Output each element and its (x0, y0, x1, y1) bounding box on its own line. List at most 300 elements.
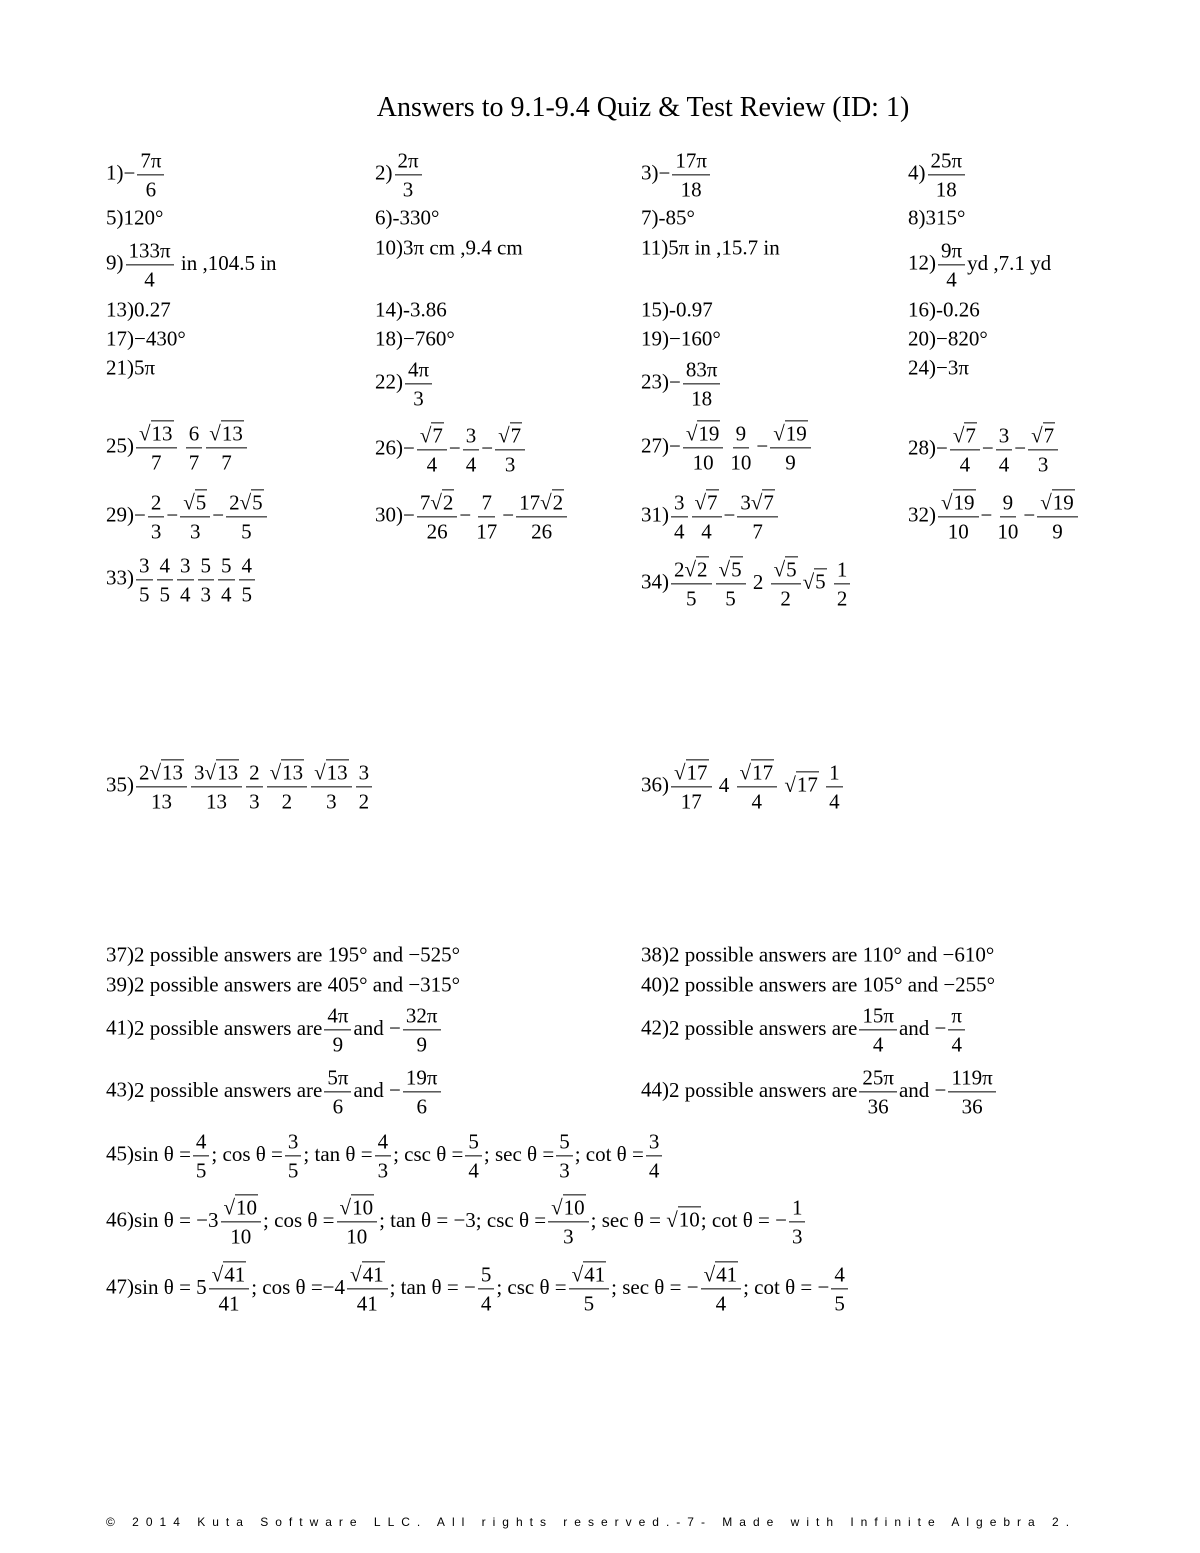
fraction (417, 423, 447, 476)
fraction-denominator: 4 (144, 267, 155, 292)
answer-text: −760° (403, 326, 455, 351)
answer-text: and − (898, 1077, 947, 1102)
fraction-denominator: 3 (326, 789, 337, 814)
fraction-numerator: 9π (938, 238, 965, 265)
answer-text: sin θ = 5 (134, 1274, 207, 1299)
fraction-numerator: 1 (834, 557, 851, 584)
fraction-numerator: 5 (465, 1129, 482, 1156)
fraction-denominator: 13 (206, 789, 228, 814)
fraction (186, 421, 203, 474)
answer-text: − (123, 160, 136, 185)
answer-text: ; cos θ =−4 (251, 1274, 346, 1299)
answer-number: 1) (106, 160, 124, 185)
fraction-numerator: 17π (672, 148, 710, 175)
answer-text: −3π (936, 355, 969, 380)
answer-text: 3π cm ,9.4 cm (403, 235, 523, 260)
fraction-numerator: √5 (180, 490, 210, 517)
fraction-denominator: 2 (281, 789, 293, 814)
fraction-numerator: 3 (177, 553, 194, 580)
answer-item (106, 1003, 443, 1056)
answer-item (641, 557, 852, 610)
fraction-denominator: 6 (332, 1094, 344, 1119)
fraction (395, 148, 422, 201)
answer-text: -330° (392, 205, 440, 230)
radicand: 5 (195, 490, 207, 515)
answer-item (641, 235, 780, 260)
fraction-numerator: 2√2 (671, 557, 712, 584)
radicand: 7 (432, 423, 443, 448)
answer-item (106, 1129, 664, 1182)
fraction (672, 148, 710, 201)
fraction (337, 1195, 378, 1248)
answer-item (641, 490, 780, 543)
fraction-numerator: √10 (548, 1195, 589, 1222)
fraction-denominator: 3 (402, 177, 414, 202)
answer-text: − (756, 433, 769, 458)
fraction-numerator: √13 (136, 421, 177, 448)
answer-text: ; cos θ = (211, 1141, 283, 1166)
fraction-denominator: 6 (145, 177, 157, 202)
fraction (701, 1262, 742, 1315)
fraction (789, 1195, 806, 1248)
answer-text: ; tan θ = −3; csc θ = (379, 1207, 547, 1232)
answer-item (641, 326, 721, 351)
radicand: 17 (686, 760, 708, 785)
answer-item (908, 297, 980, 322)
answer-number: 15) (641, 297, 669, 322)
fraction-numerator: 25π (859, 1065, 897, 1092)
fraction-numerator: 4 (193, 1129, 210, 1156)
fraction (859, 1065, 897, 1118)
fraction-denominator: 5 (834, 1291, 845, 1316)
fraction (948, 1003, 965, 1056)
radicand: 17 (796, 772, 818, 797)
answer-text: 5π in ,15.7 in (668, 235, 780, 260)
fraction-denominator: 7 (752, 519, 763, 544)
answer-number: 3) (641, 160, 659, 185)
fraction-denominator: 3 (377, 1158, 389, 1183)
fraction (403, 1065, 441, 1118)
radicand: 41 (362, 1262, 384, 1287)
fraction-denominator: 7 (221, 450, 232, 475)
fraction-denominator: 3 (791, 1224, 803, 1249)
answer-number: 30) (375, 502, 403, 527)
radicand: 41 (584, 1262, 606, 1287)
fraction (938, 238, 965, 291)
radicand: 13 (151, 421, 173, 446)
fraction-denominator: 5 (195, 1158, 207, 1183)
answer-text: 2 possible answers are 405° and −315° (134, 972, 461, 997)
answer-text: −160° (669, 326, 721, 351)
fraction (157, 553, 174, 606)
answer-text: -3.86 (403, 297, 447, 322)
fraction (375, 1129, 392, 1182)
fraction-numerator: 3 (136, 553, 153, 580)
answer-item (106, 148, 166, 201)
answer-text: 2 possible answers are 195° and −525° (134, 942, 461, 967)
answer-item (375, 205, 440, 230)
answer-text: − (448, 435, 461, 460)
fraction-numerator: 6 (186, 421, 203, 448)
radicand: 7 (965, 423, 976, 448)
answer-text: ; csc θ = (496, 1274, 567, 1299)
fraction (831, 1262, 848, 1315)
fraction-denominator: 9 (332, 1032, 344, 1057)
answer-item (641, 148, 712, 201)
answer-number: 20) (908, 326, 936, 351)
fraction-numerator: 2√13 (136, 760, 187, 787)
answer-text: ; cos θ = (263, 1207, 335, 1232)
radicand: 2 (552, 490, 564, 515)
answer-item (375, 490, 569, 543)
fraction-denominator: 2 (780, 586, 791, 611)
radicand: 19 (698, 421, 720, 446)
fraction-numerator: √7 (495, 423, 525, 450)
answer-number: 47) (106, 1274, 134, 1299)
fraction-denominator: 18 (935, 177, 957, 202)
fraction (177, 553, 194, 606)
fraction-numerator: √17 (737, 760, 778, 787)
answer-number: 16) (908, 297, 936, 322)
fraction (548, 1195, 589, 1248)
answer-number: 36) (641, 772, 669, 797)
fraction (148, 490, 165, 543)
fraction-denominator: 17 (476, 519, 498, 544)
fraction-denominator: 5 (159, 582, 170, 607)
answer-number: 4) (908, 160, 926, 185)
fraction-numerator: 7 (478, 490, 495, 517)
fraction (948, 1065, 995, 1118)
answer-number: 38) (641, 942, 669, 967)
fraction-numerator: 19π (403, 1065, 441, 1092)
answer-item (106, 326, 186, 351)
fraction-denominator: 7 (151, 450, 162, 475)
fraction (226, 490, 267, 543)
fraction-denominator: 3 (413, 386, 424, 411)
fraction-denominator: 5 (241, 582, 252, 607)
fraction-numerator: √41 (701, 1262, 742, 1289)
answer-number: 27) (641, 433, 669, 458)
answer-text: and − (353, 1077, 401, 1102)
fraction (403, 1003, 441, 1056)
answer-number: 12) (908, 250, 936, 275)
fraction (193, 1129, 210, 1182)
answer-number: 7) (641, 205, 659, 230)
answer-number: 2) (375, 160, 393, 185)
answer-text: 0.27 (134, 297, 171, 322)
answer-number: 14) (375, 297, 403, 322)
radicand: 10 (563, 1195, 585, 1220)
page-title: Answers to 9.1-9.4 Quiz & Test Review (ID: 1) (376, 92, 910, 123)
answer-number: 18) (375, 326, 403, 351)
answer-number: 39) (106, 972, 134, 997)
answer-text: -0.97 (669, 297, 713, 322)
answer-item (908, 423, 1060, 476)
fraction-numerator: √5 (771, 557, 801, 584)
fraction-denominator: 10 (730, 450, 752, 475)
fraction (569, 1262, 610, 1315)
answer-number: 33) (106, 565, 134, 590)
radicand: 2 (442, 490, 454, 515)
fraction (646, 1129, 663, 1182)
fraction-denominator: 9 (416, 1032, 427, 1057)
answer-text: − (403, 502, 415, 527)
fraction-denominator: 4 (648, 1158, 660, 1183)
fraction (356, 760, 373, 813)
radicand: 10 (352, 1195, 374, 1220)
fraction-numerator: 119π (948, 1065, 995, 1092)
fraction-numerator: 25π (928, 148, 966, 175)
fraction-numerator: 133π (126, 238, 174, 265)
fraction-denominator: 5 (241, 519, 252, 544)
answer-item (375, 357, 434, 410)
fraction-numerator: 4 (375, 1129, 392, 1156)
fraction-numerator: √7 (950, 423, 980, 450)
fraction-numerator: 5π (324, 1065, 351, 1092)
answer-number: 37) (106, 942, 134, 967)
fraction-denominator: 4 (426, 452, 438, 477)
answer-item (106, 760, 374, 813)
radicand: 10 (236, 1195, 258, 1220)
fraction (859, 1003, 897, 1056)
fraction (311, 760, 352, 813)
fraction (417, 490, 458, 543)
fraction (478, 1262, 495, 1315)
fraction-denominator: 4 (998, 452, 1010, 477)
radicand: 5 (731, 557, 742, 582)
answer-item (641, 421, 813, 474)
answer-text: − (981, 435, 994, 460)
fraction-denominator: 5 (725, 586, 736, 611)
fraction (221, 1195, 262, 1248)
answer-text (179, 434, 184, 458)
fraction (727, 421, 754, 474)
fraction (218, 553, 235, 606)
fraction (996, 423, 1013, 476)
answer-text: 2 possible answers are (669, 1015, 858, 1040)
answer-number: 25) (106, 433, 134, 458)
answer-item (641, 357, 722, 410)
fraction-numerator: √7 (417, 423, 447, 450)
fraction (136, 421, 177, 474)
answer-number: 45) (106, 1141, 134, 1166)
answer-text: in ,104.5 in (175, 250, 277, 275)
radicand: 19 (785, 421, 807, 446)
fraction (198, 553, 215, 606)
fraction (771, 557, 801, 610)
fraction-numerator: 9 (1000, 490, 1017, 517)
answer-number: 17) (106, 326, 134, 351)
fraction-numerator: 15π (859, 1003, 897, 1030)
radicand: 19 (953, 490, 975, 515)
fraction-denominator: 41 (356, 1291, 378, 1316)
answer-number: 22) (375, 369, 403, 394)
fraction (826, 760, 843, 813)
fraction (671, 760, 712, 813)
fraction (136, 553, 153, 606)
answer-text: -85° (658, 205, 695, 230)
fraction-numerator: √17 (671, 760, 712, 787)
fraction-numerator: 2 (148, 490, 165, 517)
fraction-numerator: √10 (221, 1195, 262, 1222)
fraction-numerator: 3 (356, 760, 373, 787)
fraction-numerator: √19 (1037, 490, 1078, 517)
answer-text: 2 possible answers are (669, 1077, 858, 1102)
answer-text: 2 possible answers are (134, 1015, 323, 1040)
fraction (180, 490, 210, 543)
answer-item (641, 972, 996, 997)
fraction-numerator: √41 (209, 1262, 250, 1289)
fraction (246, 760, 263, 813)
answer-item (106, 942, 461, 967)
radicand: 10 (678, 1207, 700, 1232)
fraction-denominator: 10 (947, 519, 969, 544)
fraction-numerator: √7 (1028, 423, 1058, 450)
fraction-denominator: 4 (468, 1158, 479, 1183)
fraction (950, 423, 980, 476)
answer-item (375, 297, 447, 322)
fraction-numerator: 4 (831, 1262, 848, 1289)
answer-number: 11) (641, 235, 669, 260)
fraction (465, 1129, 482, 1182)
fraction (209, 1262, 250, 1315)
fraction-denominator: 4 (465, 452, 477, 477)
fraction (671, 490, 688, 543)
fraction-denominator: 4 (829, 789, 840, 814)
fraction-numerator: √19 (683, 421, 724, 448)
answer-text: − (658, 160, 671, 185)
answer-text: sin θ = −3 (134, 1207, 219, 1232)
fraction-numerator: 3 (285, 1129, 302, 1156)
answer-number: 5) (106, 205, 124, 230)
fraction-denominator: 5 (686, 586, 697, 611)
answer-number: 31) (641, 502, 669, 527)
fraction-denominator: 4 (715, 1291, 727, 1316)
fraction-denominator: 4 (872, 1032, 884, 1057)
answer-number: 26) (375, 435, 403, 460)
fraction-numerator: √7 (692, 490, 722, 517)
fraction (463, 423, 480, 476)
answer-number: 44) (641, 1077, 669, 1102)
fraction-numerator: 7√2 (417, 490, 458, 517)
answer-item (641, 1003, 967, 1056)
answer-text: and − (898, 1015, 947, 1040)
answer-text: −430° (134, 326, 186, 351)
fraction (683, 357, 721, 410)
fraction-numerator: √13 (206, 421, 247, 448)
answer-text: ; sec θ = (483, 1141, 555, 1166)
fraction (716, 557, 746, 610)
fraction-denominator: 3 (504, 452, 516, 477)
fraction (324, 1003, 351, 1056)
fraction (556, 1129, 573, 1182)
fraction (405, 357, 432, 410)
radicand: 7 (763, 490, 774, 515)
fraction-denominator: 5 (287, 1158, 299, 1183)
fraction (692, 490, 722, 543)
answer-text: − (502, 502, 515, 527)
answer-number: 8) (908, 205, 926, 230)
radicand: 13 (162, 760, 184, 785)
fraction (683, 421, 724, 474)
fraction-numerator: 3√7 (737, 490, 778, 517)
answer-number: 19) (641, 326, 669, 351)
answer-text: − (166, 502, 179, 527)
answer-text: − (212, 502, 225, 527)
answer-text: − (481, 435, 494, 460)
answer-item (375, 423, 527, 476)
answer-number: 29) (106, 502, 134, 527)
answer-number: 42) (641, 1015, 669, 1040)
answer-number: 40) (641, 972, 669, 997)
answer-text: √5 (802, 569, 826, 594)
fraction-numerator: √10 (337, 1195, 378, 1222)
fraction-denominator: 3 (150, 519, 162, 544)
fraction-numerator: 5 (478, 1262, 495, 1289)
answer-text: −820° (936, 326, 988, 351)
fraction-numerator: 32π (403, 1003, 441, 1030)
answer-text: ; sec θ = √10; cot θ = − (590, 1207, 787, 1232)
answer-number: 23) (641, 369, 669, 394)
answer-number: 13) (106, 297, 134, 322)
answer-text: − (1014, 435, 1027, 460)
fraction-numerator: 3 (463, 423, 480, 450)
fraction-numerator: √41 (347, 1262, 388, 1289)
answer-item (908, 238, 1051, 291)
fraction-numerator: √19 (770, 421, 811, 448)
answer-item (106, 355, 156, 380)
fraction (834, 557, 851, 610)
answer-item (106, 1195, 807, 1248)
fraction-denominator: 3 (1037, 452, 1049, 477)
fraction (206, 421, 247, 474)
fraction-numerator: 4π (405, 357, 432, 384)
answer-text: − (134, 502, 146, 527)
fraction-denominator: 2 (358, 789, 370, 814)
fraction-denominator: 26 (531, 519, 553, 544)
fraction-denominator: 4 (951, 1032, 962, 1057)
answer-item (106, 238, 277, 291)
answer-text: 5π (134, 355, 156, 380)
fraction-denominator: 13 (151, 789, 173, 814)
fraction-denominator: 4 (701, 519, 712, 544)
answer-item (375, 235, 523, 260)
fraction-numerator: 4 (239, 553, 256, 580)
fraction-denominator: 3 (189, 519, 201, 544)
answer-text: 2 (747, 569, 769, 594)
fraction-numerator: 3 (996, 423, 1013, 450)
fraction-numerator: 1 (789, 1195, 806, 1222)
fraction-denominator: 6 (416, 1094, 427, 1119)
answer-item (908, 355, 969, 380)
answer-text: 120° (123, 205, 164, 230)
answer-item (106, 1065, 443, 1118)
fraction-numerator: √41 (569, 1262, 610, 1289)
answer-number: 35) (106, 772, 134, 797)
fraction (191, 760, 242, 813)
fraction (473, 490, 500, 543)
fraction (137, 148, 164, 201)
fraction-denominator: 18 (680, 177, 702, 202)
fraction-denominator: 7 (188, 450, 200, 475)
answer-item (641, 297, 713, 322)
answer-text: ; tan θ = − (389, 1274, 476, 1299)
fraction (285, 1129, 302, 1182)
fraction-numerator: √19 (938, 490, 979, 517)
fraction-numerator: 2√5 (226, 490, 267, 517)
answer-text: ; sec θ = − (611, 1274, 699, 1299)
answer-text: − (459, 502, 472, 527)
